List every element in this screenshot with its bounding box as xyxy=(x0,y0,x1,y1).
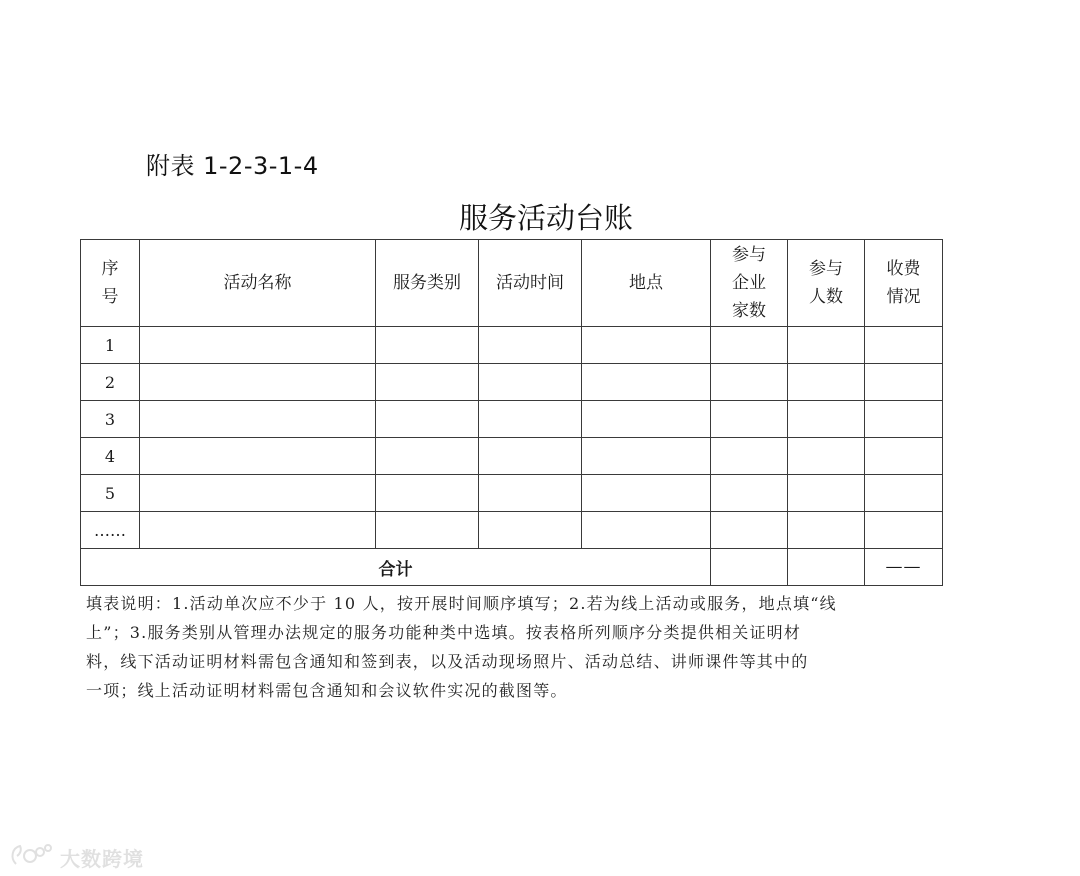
cell-fees xyxy=(865,327,943,364)
table-header-row xyxy=(81,240,943,327)
header-participating-companies: 参与 企业 家数 xyxy=(711,240,788,327)
row-serial: 2 xyxy=(81,364,140,401)
cell-activity-time xyxy=(479,438,582,475)
cell-activity-name xyxy=(140,401,376,438)
document-title: 服务活动台账 xyxy=(458,201,633,235)
cell-participants xyxy=(788,512,865,549)
cell-activity-time xyxy=(479,327,582,364)
cell-participating-companies xyxy=(711,475,788,512)
table-row xyxy=(81,438,943,475)
cell-service-category xyxy=(376,475,479,512)
header-participants: 参与 人数 xyxy=(788,240,865,327)
table-row xyxy=(81,475,943,512)
total-participants xyxy=(788,549,865,586)
cell-participating-companies xyxy=(711,438,788,475)
cell-service-category xyxy=(376,401,479,438)
cell-activity-time xyxy=(479,475,582,512)
cell-location xyxy=(582,364,711,401)
cell-activity-time xyxy=(479,401,582,438)
table-row xyxy=(81,401,943,438)
header-activity-name: 活动名称 xyxy=(140,240,376,327)
cell-activity-time xyxy=(479,364,582,401)
header-activity-time: 活动时间 xyxy=(479,240,582,327)
row-serial: 5 xyxy=(81,475,140,512)
total-fees-placeholder: —— xyxy=(865,549,943,586)
table-row xyxy=(81,512,943,549)
cell-activity-time xyxy=(479,512,582,549)
cell-fees xyxy=(865,512,943,549)
cell-participants xyxy=(788,475,865,512)
cell-activity-name xyxy=(140,364,376,401)
total-label: 合计 xyxy=(81,549,711,586)
cell-service-category xyxy=(376,364,479,401)
cell-fees xyxy=(865,364,943,401)
table-total-row xyxy=(81,549,943,586)
watermark-text: 大数跨境 xyxy=(60,846,144,871)
cell-activity-name xyxy=(140,438,376,475)
attachment-label: 附表 1-2-3-1-4 xyxy=(146,152,319,180)
cell-activity-name xyxy=(140,327,376,364)
cell-service-category xyxy=(376,327,479,364)
cell-location xyxy=(582,327,711,364)
cell-participants xyxy=(788,327,865,364)
header-fees: 收费 情况 xyxy=(865,240,943,327)
row-serial: 3 xyxy=(81,401,140,438)
cell-fees xyxy=(865,438,943,475)
total-participating-companies xyxy=(711,549,788,586)
cell-location xyxy=(582,512,711,549)
cell-location xyxy=(582,475,711,512)
cell-fees xyxy=(865,401,943,438)
cell-participants xyxy=(788,364,865,401)
cell-participants xyxy=(788,438,865,475)
header-serial: 序 号 xyxy=(81,240,140,327)
table-row xyxy=(81,364,943,401)
cell-participating-companies xyxy=(711,512,788,549)
cell-participating-companies xyxy=(711,327,788,364)
watermark xyxy=(8,838,144,876)
cell-activity-name xyxy=(140,512,376,549)
cell-location xyxy=(582,401,711,438)
weibo-logo-icon xyxy=(8,838,54,876)
row-serial: …… xyxy=(81,512,140,549)
cell-participating-companies xyxy=(711,364,788,401)
row-serial: 1 xyxy=(81,327,140,364)
filling-instructions: 填表说明：1.活动单次应不少于 10 人，按开展时间顺序填写；2.若为线上活动或服务，地点填“线 上”；3.服务类别从管理办法规定的服务功能种类中选填。按表格所列顺序分类提供相关证明材 料，线下活动证明材料需包含通知和签到表，以及活动现场照片、活动总结、讲师课件等其中的 一项；线上活动证明材料需包含通知和会议软件实况的截图等。 xyxy=(86,594,837,700)
row-serial: 4 xyxy=(81,438,140,475)
cell-participating-companies xyxy=(711,401,788,438)
cell-participants xyxy=(788,401,865,438)
cell-fees xyxy=(865,475,943,512)
service-activity-ledger-table xyxy=(80,239,943,586)
table-row xyxy=(81,327,943,364)
header-service-category: 服务类别 xyxy=(376,240,479,327)
cell-activity-name xyxy=(140,475,376,512)
cell-location xyxy=(582,438,711,475)
header-location: 地点 xyxy=(582,240,711,327)
cell-service-category xyxy=(376,438,479,475)
cell-service-category xyxy=(376,512,479,549)
